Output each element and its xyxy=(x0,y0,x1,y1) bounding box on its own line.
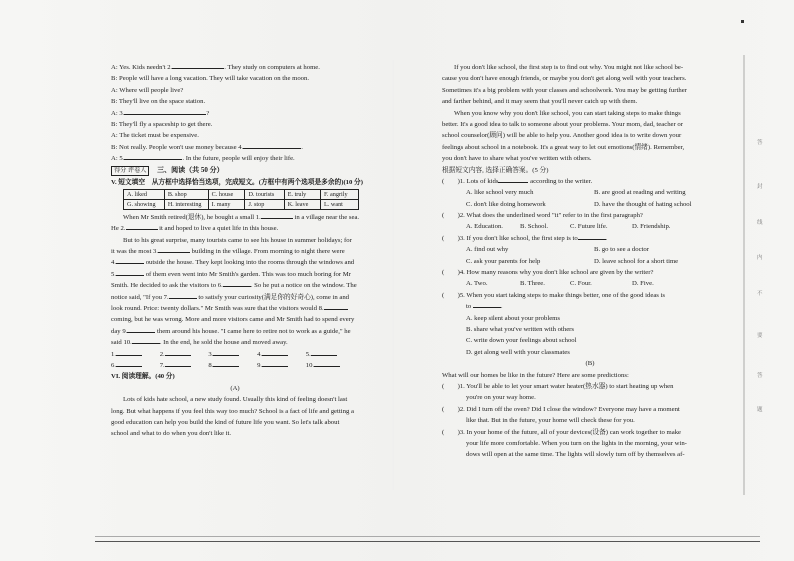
question-2: ( )2. What does the underlined word "it" refer to in the first paragraph? xyxy=(442,212,643,220)
dialog-line: B: They'll live on the space station. xyxy=(111,98,206,106)
choice-b[interactable]: B. Three. xyxy=(520,280,545,288)
passage-line: When you know why you don't like school, you can start taking steps to make things xyxy=(454,109,681,117)
answer-blank[interactable] xyxy=(124,108,206,115)
answer-blank[interactable] xyxy=(158,246,190,253)
passage-line: look round. Price: twenty dollars." Mr Smith was sure that the visitors would 8. xyxy=(111,303,359,314)
passage-line: He 2. it and hoped to live a quiet life in this house. xyxy=(111,225,279,233)
choice-a[interactable]: A. keep silent about your problems xyxy=(466,314,560,322)
answer-blank[interactable] xyxy=(132,337,160,344)
answer-blank[interactable] xyxy=(213,349,239,356)
answer-blank[interactable] xyxy=(169,292,197,299)
passage-line: Lots of kids hate school, a new study found. Usually this kind of feeling doesn't last xyxy=(123,396,348,404)
passage-line: and farther behind, and it may seem that you'll never catch up with them. xyxy=(442,98,638,106)
dialog-line: B: People will have a long vacation. They will take vacation on the moon. xyxy=(111,75,310,83)
cloze-instruction: V. 短文填空 从方框中选择恰当选项，完成短文。(方框中有两个选项是多余的)(10 分) xyxy=(111,178,363,186)
margin-char: 要 xyxy=(757,333,763,339)
passage-line: 5. of them even went into Mr Smith's garden. This was too much boring for Mr xyxy=(111,270,351,278)
option-cell: I. many xyxy=(208,199,245,209)
option-cell: E. truly xyxy=(284,189,320,199)
passage-line: notice said, "If you 7. to satisfy your curiosity(满足你的好奇心), come in and xyxy=(111,293,350,301)
choice-a[interactable]: A. Education. xyxy=(466,223,503,231)
choice-c[interactable]: C. don't like doing homework xyxy=(466,200,546,208)
passage-line: it was the most 3. building in the village. From morning to night there were xyxy=(111,248,345,256)
margin-char: 不 xyxy=(757,291,763,297)
choice-c[interactable]: C. Four. xyxy=(570,280,592,288)
right-column xyxy=(442,62,738,461)
answer-blank[interactable] xyxy=(243,142,301,149)
passage-line: day 9. them around his house. "I came here to retire not to work as a guide," he xyxy=(111,327,351,335)
choice-d[interactable]: D. Friendship. xyxy=(632,223,671,231)
choice-a[interactable]: A. find out why xyxy=(466,246,509,254)
margin-char: 答 xyxy=(757,373,763,379)
page-fold xyxy=(392,60,394,490)
answer-blank[interactable] xyxy=(127,326,155,333)
question-1: ( )1. Lots of kids according to the writer. xyxy=(442,177,593,185)
answer-blank[interactable] xyxy=(261,212,293,219)
choice-d[interactable]: D. have the thought of hating school xyxy=(594,200,692,208)
prediction-line: dows will open at the same time. The lights will slowly turn off by themselves af- xyxy=(466,451,685,459)
question-4: ( )4. How many reasons why you don't like school are given by the writer? xyxy=(442,269,654,277)
answer-blank[interactable] xyxy=(126,223,158,230)
option-cell: C. house xyxy=(208,189,245,199)
binding-line xyxy=(743,55,745,495)
dialog-line: A: The ticket must be expensive. xyxy=(111,132,199,140)
option-row xyxy=(442,256,738,267)
answer-blank[interactable] xyxy=(116,257,144,264)
answer-blank[interactable] xyxy=(172,62,224,69)
section-title: 三、阅读（共 50 分） xyxy=(157,165,224,174)
passage-line: better. It's a good idea to talk to someone about your problems. Your mom, dad, teacher or xyxy=(442,120,683,128)
answer-blank[interactable] xyxy=(262,349,288,356)
option-box xyxy=(123,189,359,210)
margin-char: 线 xyxy=(757,220,763,226)
intro-b: What will our homes be like in the future? Here are some predictions: xyxy=(442,371,629,379)
passage-line: said 10. . In the end, he sold the house and moved away. xyxy=(111,339,288,347)
score-box: 得分 评卷人 xyxy=(111,166,149,176)
answer-blank[interactable] xyxy=(311,349,337,356)
part-a-label: (A) xyxy=(230,384,240,392)
prediction-line: ( )1. You'll be able to let your smart water heater(热水器) to start heating up when xyxy=(442,382,674,390)
answer-blank[interactable] xyxy=(314,360,340,367)
option-row xyxy=(442,244,738,255)
reading-title: VI. 阅读理解。(40 分) xyxy=(111,373,175,381)
dialog-line: A: Where will people live? xyxy=(111,86,184,94)
passage-line: good education can help you build the kind of future life you want. So let's talk about xyxy=(111,418,340,426)
section-header xyxy=(111,165,359,177)
prediction-line: ( )2. Did I turn off the oven? Did I close the window? Everyone may have a moment xyxy=(442,405,680,413)
choice-d[interactable]: D. Five. xyxy=(632,280,654,288)
passage-line: school and what to do when you don't like it. xyxy=(111,430,232,438)
option-cell: L. want xyxy=(320,199,358,209)
choice-b[interactable]: B. are good at reading and writing xyxy=(594,189,686,197)
question-3: ( )3. If you don't like school, the first step is to . xyxy=(442,234,608,242)
answer-blank[interactable] xyxy=(262,360,288,367)
option-row xyxy=(442,187,738,198)
option-cell: A. liked xyxy=(124,189,165,199)
answer-blank[interactable] xyxy=(116,349,142,356)
answer-row: 6. 7. 8. 9. 10. xyxy=(111,360,359,371)
option-cell: J. stop xyxy=(245,199,284,209)
passage-line: you don't have to share what you've written with others. xyxy=(442,155,592,163)
answer-blank[interactable] xyxy=(498,176,528,183)
part-b-label: (B) xyxy=(585,360,595,368)
answer-blank[interactable] xyxy=(223,280,251,287)
option-cell: G. showing xyxy=(124,199,165,209)
questions-instruction: 根据短文内容, 选择正确答案。(5 分) xyxy=(442,166,549,174)
dialog-line: B: Not really. People won't use money because 4. . xyxy=(111,143,303,151)
option-row xyxy=(442,278,738,289)
choice-c[interactable]: C. Future life. xyxy=(570,223,608,231)
left-column xyxy=(111,62,363,440)
choice-a[interactable]: A. Two. xyxy=(466,280,488,288)
dialog-line: B: They'll fly a spaceship to get there. xyxy=(111,120,213,128)
option-row xyxy=(442,221,738,232)
answer-blank[interactable] xyxy=(473,301,501,308)
bottom-rule xyxy=(95,541,760,542)
passage-line: But to his great surprise, many tourists came to see his house in summer holidays; for xyxy=(123,236,352,244)
option-cell: B. shop xyxy=(164,189,208,199)
margin-char: 内 xyxy=(757,255,763,261)
answer-blank[interactable] xyxy=(578,233,606,240)
choice-b[interactable]: B. School. xyxy=(520,223,549,231)
option-row xyxy=(442,199,738,210)
corner-mark xyxy=(741,20,744,23)
question-5-cont: to . xyxy=(466,303,503,311)
prediction-line: you're on your way home. xyxy=(466,394,536,402)
prediction-line: like that. But in the future, your home will check these for you. xyxy=(466,417,635,425)
choice-d[interactable]: D. leave school for a short time xyxy=(594,257,679,265)
answer-blank[interactable] xyxy=(324,303,348,310)
dialog-line: A: 5. . In the future, people will enjoy their life. xyxy=(111,155,295,163)
passage-line: 4. outside the house. They kept looking into the rooms through the windows and xyxy=(111,259,355,267)
answer-blank[interactable] xyxy=(165,360,191,367)
bottom-rule-thin xyxy=(95,536,760,537)
margin-char: 答 xyxy=(757,140,763,146)
passage-line: long. But what happens if you feel this way too much? School is a fact of life and getting a xyxy=(111,407,354,415)
choice-c[interactable]: C. ask your parents for help xyxy=(466,257,541,265)
passage-line: coming, but he was wrong. More and more visitors came and Mr Smith had to spend every xyxy=(111,316,355,324)
question-5: ( )5. When you start taking steps to make things better, one of the good ideas is xyxy=(442,291,666,299)
answer-blank[interactable] xyxy=(124,153,182,160)
option-cell: H. interesting xyxy=(164,199,208,209)
answer-blank[interactable] xyxy=(213,360,239,367)
prediction-line: your life more comfortable. When you turn on the lights in the morning, your win- xyxy=(466,439,687,447)
option-cell: K. leave xyxy=(284,199,320,209)
passage-line: school counselor(顾问) will be able to help you. Another good idea is to write down your xyxy=(442,132,682,140)
choice-d[interactable]: D. get along well with your classmates xyxy=(466,348,570,356)
answer-blank[interactable] xyxy=(165,349,191,356)
dialog-line: A: 3. ? xyxy=(111,109,210,117)
option-cell: F. angrily xyxy=(320,189,358,199)
prediction-line: ( )3. In your home of the future, all of your devices(设备) can work together to make xyxy=(442,428,682,436)
option-cell: D. tourists xyxy=(245,189,284,199)
answer-row: 1. 2. 3. 4. 5. xyxy=(111,349,359,360)
passage-line: Smith. He decided to ask the visitors to 6. . So he put a notice on the window. The xyxy=(111,282,357,290)
passage-line: Sometimes it's a big problem with your classes and schoolwork. You may be getting further xyxy=(442,86,687,94)
margin-char: 题 xyxy=(757,407,763,413)
choice-c[interactable]: C. write down your feelings about school xyxy=(466,337,577,345)
passage-line: If you don't like school, the first step is to find out why. You might not like school be- xyxy=(454,64,684,71)
choice-b[interactable]: B. share what you've written with others xyxy=(466,325,574,333)
passage-line: When Mr Smith retired(退休), he bought a small 1. in a village near the sea. xyxy=(123,213,360,221)
choice-b[interactable]: B. go to see a doctor xyxy=(594,246,649,254)
dialog-line: A: Yes. Kids needn't 2. . They study on computers at home. xyxy=(111,64,320,71)
choice-a[interactable]: A. like school very much xyxy=(466,189,534,197)
answer-blank[interactable] xyxy=(116,360,142,367)
answer-blank[interactable] xyxy=(116,269,144,276)
margin-char: 封 xyxy=(757,184,763,190)
passage-line: feelings about school in a notebook. It's a great way to let out emotions(情绪). Remember, xyxy=(442,143,685,151)
passage-line: cause you don't have enough friends, or maybe you don't get along well with your teachers. xyxy=(442,75,687,83)
